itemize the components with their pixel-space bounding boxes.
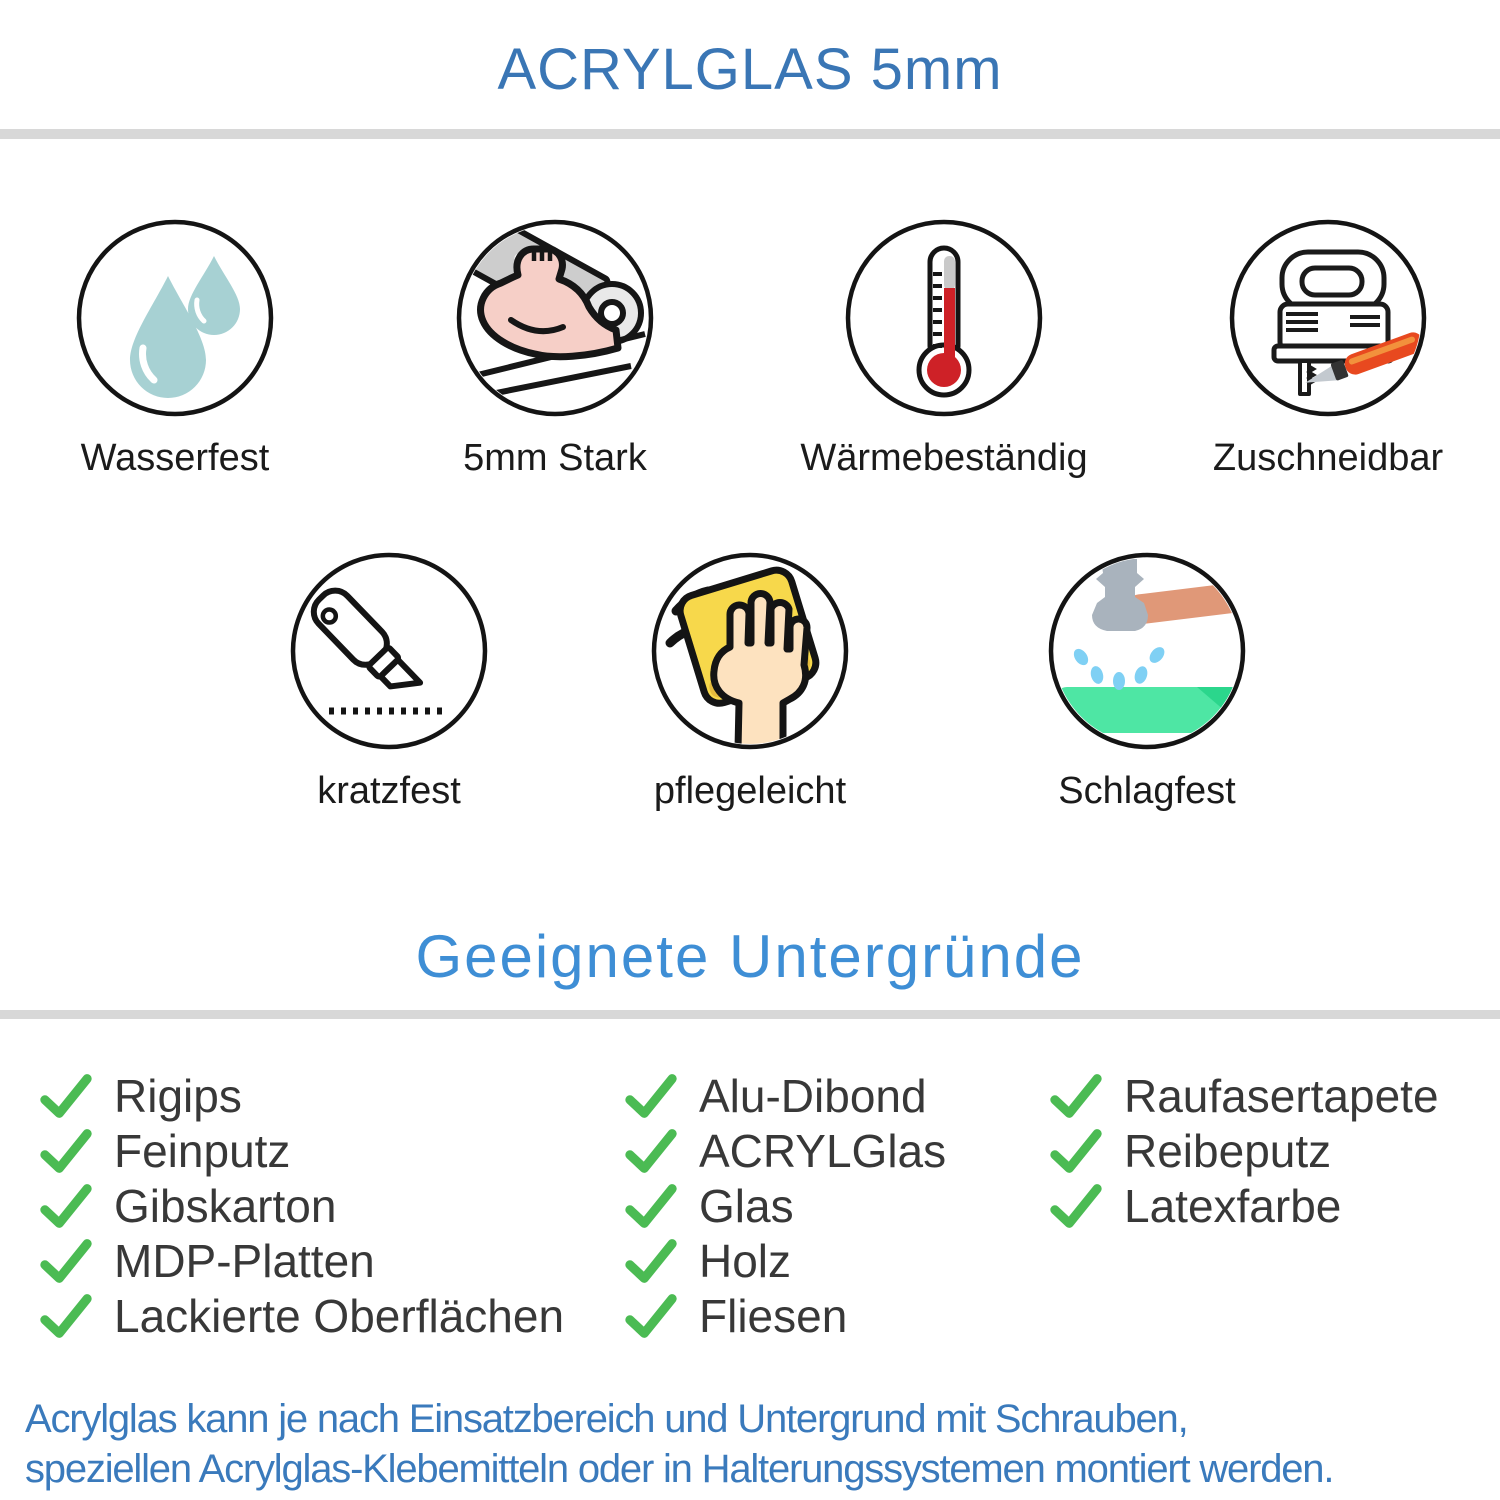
- check-icon: [623, 1182, 679, 1230]
- substrate-item: [623, 1288, 847, 1344]
- utility-knife-icon: [289, 551, 489, 751]
- thermometer-icon: [844, 218, 1044, 418]
- substrate-item: [38, 1178, 336, 1234]
- substrate-item: [623, 1123, 946, 1179]
- substrate-label: Reibeputz: [1124, 1125, 1332, 1177]
- page-title: ACRYLGLAS 5mm: [497, 37, 1003, 102]
- substrate-item: [38, 1233, 375, 1289]
- check-icon: [38, 1127, 94, 1175]
- check-icon: [38, 1182, 94, 1230]
- feature-label: kratzfest: [317, 770, 461, 812]
- check-icon: [38, 1072, 94, 1120]
- check-icon: [623, 1072, 679, 1120]
- feature-label: Wasserfest: [80, 437, 270, 479]
- substrate-item: [38, 1068, 242, 1124]
- mounting-note-line1: Acrylglas kann je nach Einsatzbereich und Untergrund mit Schrauben,: [25, 1397, 1188, 1441]
- check-icon: [623, 1292, 679, 1340]
- feature-label: 5mm Stark: [463, 437, 647, 479]
- substrate-item: [1048, 1123, 1331, 1179]
- check-icon: [1048, 1072, 1104, 1120]
- divider-bar-mid: [0, 1010, 1500, 1019]
- substrate-label: ACRYLGlas: [699, 1125, 947, 1177]
- feature-label: Zuschneidbar: [1212, 437, 1444, 479]
- feature-kratzfest: [219, 551, 559, 813]
- substrate-item: [623, 1233, 791, 1289]
- substrate-item: [1048, 1178, 1341, 1234]
- divider-bar-top: [0, 129, 1500, 139]
- substrates-heading: Geeignete Untergründe: [415, 923, 1085, 990]
- substrate-label: Alu-Dibond: [699, 1070, 927, 1122]
- check-icon: [623, 1127, 679, 1175]
- substrate-label: Feinputz: [114, 1125, 291, 1177]
- mounting-note: [25, 1394, 1333, 1494]
- check-icon: [1048, 1127, 1104, 1175]
- substrate-item: [623, 1178, 794, 1234]
- substrate-item: [1048, 1068, 1439, 1124]
- substrate-label: Raufasertapete: [1124, 1070, 1439, 1122]
- jigsaw-icon: [1228, 218, 1428, 418]
- check-icon: [623, 1237, 679, 1285]
- substrate-item: [38, 1123, 290, 1179]
- hammer-icon: [1047, 551, 1247, 751]
- mounting-note-line2: speziellen Acrylglas-Klebemitteln oder in Halterungssystemen montiert werden.: [25, 1447, 1334, 1491]
- check-icon: [38, 1292, 94, 1340]
- substrate-label: Rigips: [114, 1070, 242, 1122]
- feature-label: Schlagfest: [1058, 770, 1236, 812]
- substrate-item: [38, 1288, 564, 1344]
- substrate-label: Gibskarton: [114, 1180, 337, 1232]
- feature-label: pflegeleicht: [653, 770, 847, 812]
- wiping-hand-icon: [650, 551, 850, 751]
- muscle-arm-icon: [455, 218, 655, 418]
- substrate-label: Fliesen: [699, 1290, 848, 1342]
- substrate-label: Holz: [699, 1235, 792, 1287]
- feature-waermebestaendig: [774, 218, 1114, 480]
- feature-wasserfest: [5, 218, 345, 480]
- substrate-item: [623, 1068, 927, 1124]
- substrate-label: Glas: [699, 1180, 794, 1232]
- feature-5mm-stark: [385, 218, 725, 480]
- check-icon: [38, 1237, 94, 1285]
- water-drops-icon: [75, 218, 275, 418]
- substrate-label: Latexfarbe: [1124, 1180, 1342, 1232]
- feature-label: Wärmebeständig: [800, 437, 1088, 479]
- check-icon: [1048, 1182, 1104, 1230]
- feature-pflegeleicht: [580, 551, 920, 813]
- substrate-label: MDP-Platten: [114, 1235, 375, 1287]
- feature-zuschneidbar: [1158, 218, 1498, 480]
- substrate-label: Lackierte Oberflächen: [114, 1290, 565, 1342]
- feature-schlagfest: [977, 551, 1317, 813]
